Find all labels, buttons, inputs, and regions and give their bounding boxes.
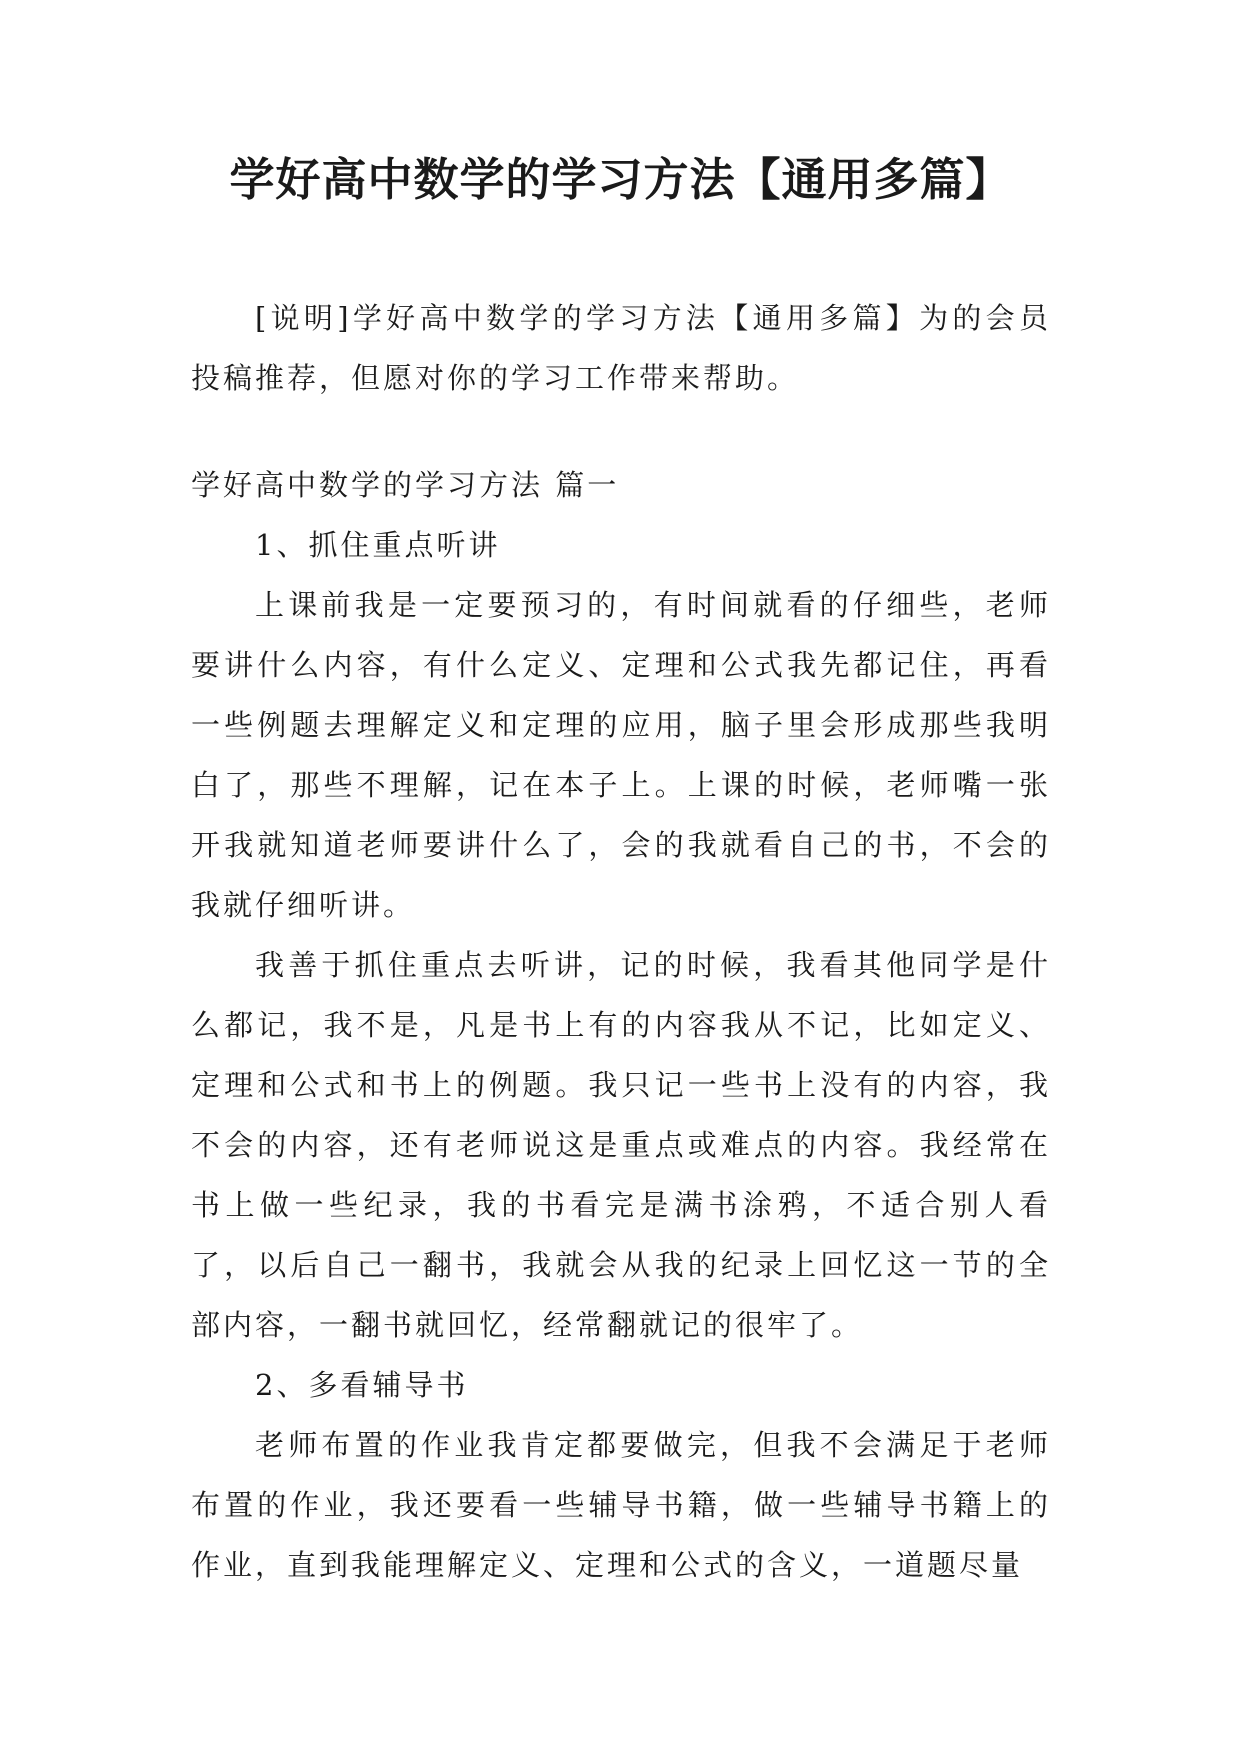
paragraph-item2-1: 老师布置的作业我肯定都要做完，但我不会满足于老师布置的作业，我还要看一些辅导书籍，做一些辅导书籍上的作业，直到我能理解定义、定理和公式的含义，一道题尽量 [191,1428,1051,1582]
section-heading: 学好高中数学的学习方法 篇一 [191,468,620,502]
intro-block [191,288,1051,408]
document-title: 学好高中数学的学习方法【通用多篇】 [229,153,1012,206]
paragraph-item1-1: 上课前我是一定要预习的，有时间就看的仔细些，老师要讲什么内容，有什么定义、定理和公式我先都记住，再看一些例题去理解定义和定理的应用，脑子里会形成那些我明白了，那些不理解，记在本子上。上课的时候，老师嘴一张开我就知道老师要讲什么了，会的我就看自己的书，不会的我就仔细听讲。 [191,588,1051,922]
intro-paragraph: [说明]学好高中数学的学习方法【通用多篇】为的会员投稿推荐，但愿对你的学习工作带来帮助。 [191,301,1051,395]
article-body [191,455,1051,1595]
item-heading-1: 1、抓住重点听讲 [255,528,501,562]
item-heading-2: 2、多看辅导书 [255,1368,469,1402]
paragraph-item1-2: 我善于抓住重点去听讲，记的时候，我看其他同学是什么都记，我不是，凡是书上有的内容我从不记，比如定义、定理和公式和书上的例题。我只记一些书上没有的内容，我不会的内容，还有老师说这是重点或难点的内容。我经常在书上做一些纪录，我的书看完是满书涂鸦，不适合别人看了，以后自己一翻书，我就会从我的纪录上回忆这一节的全部内容，一翻书就回忆，经常翻就记的很牢了。 [191,948,1051,1342]
